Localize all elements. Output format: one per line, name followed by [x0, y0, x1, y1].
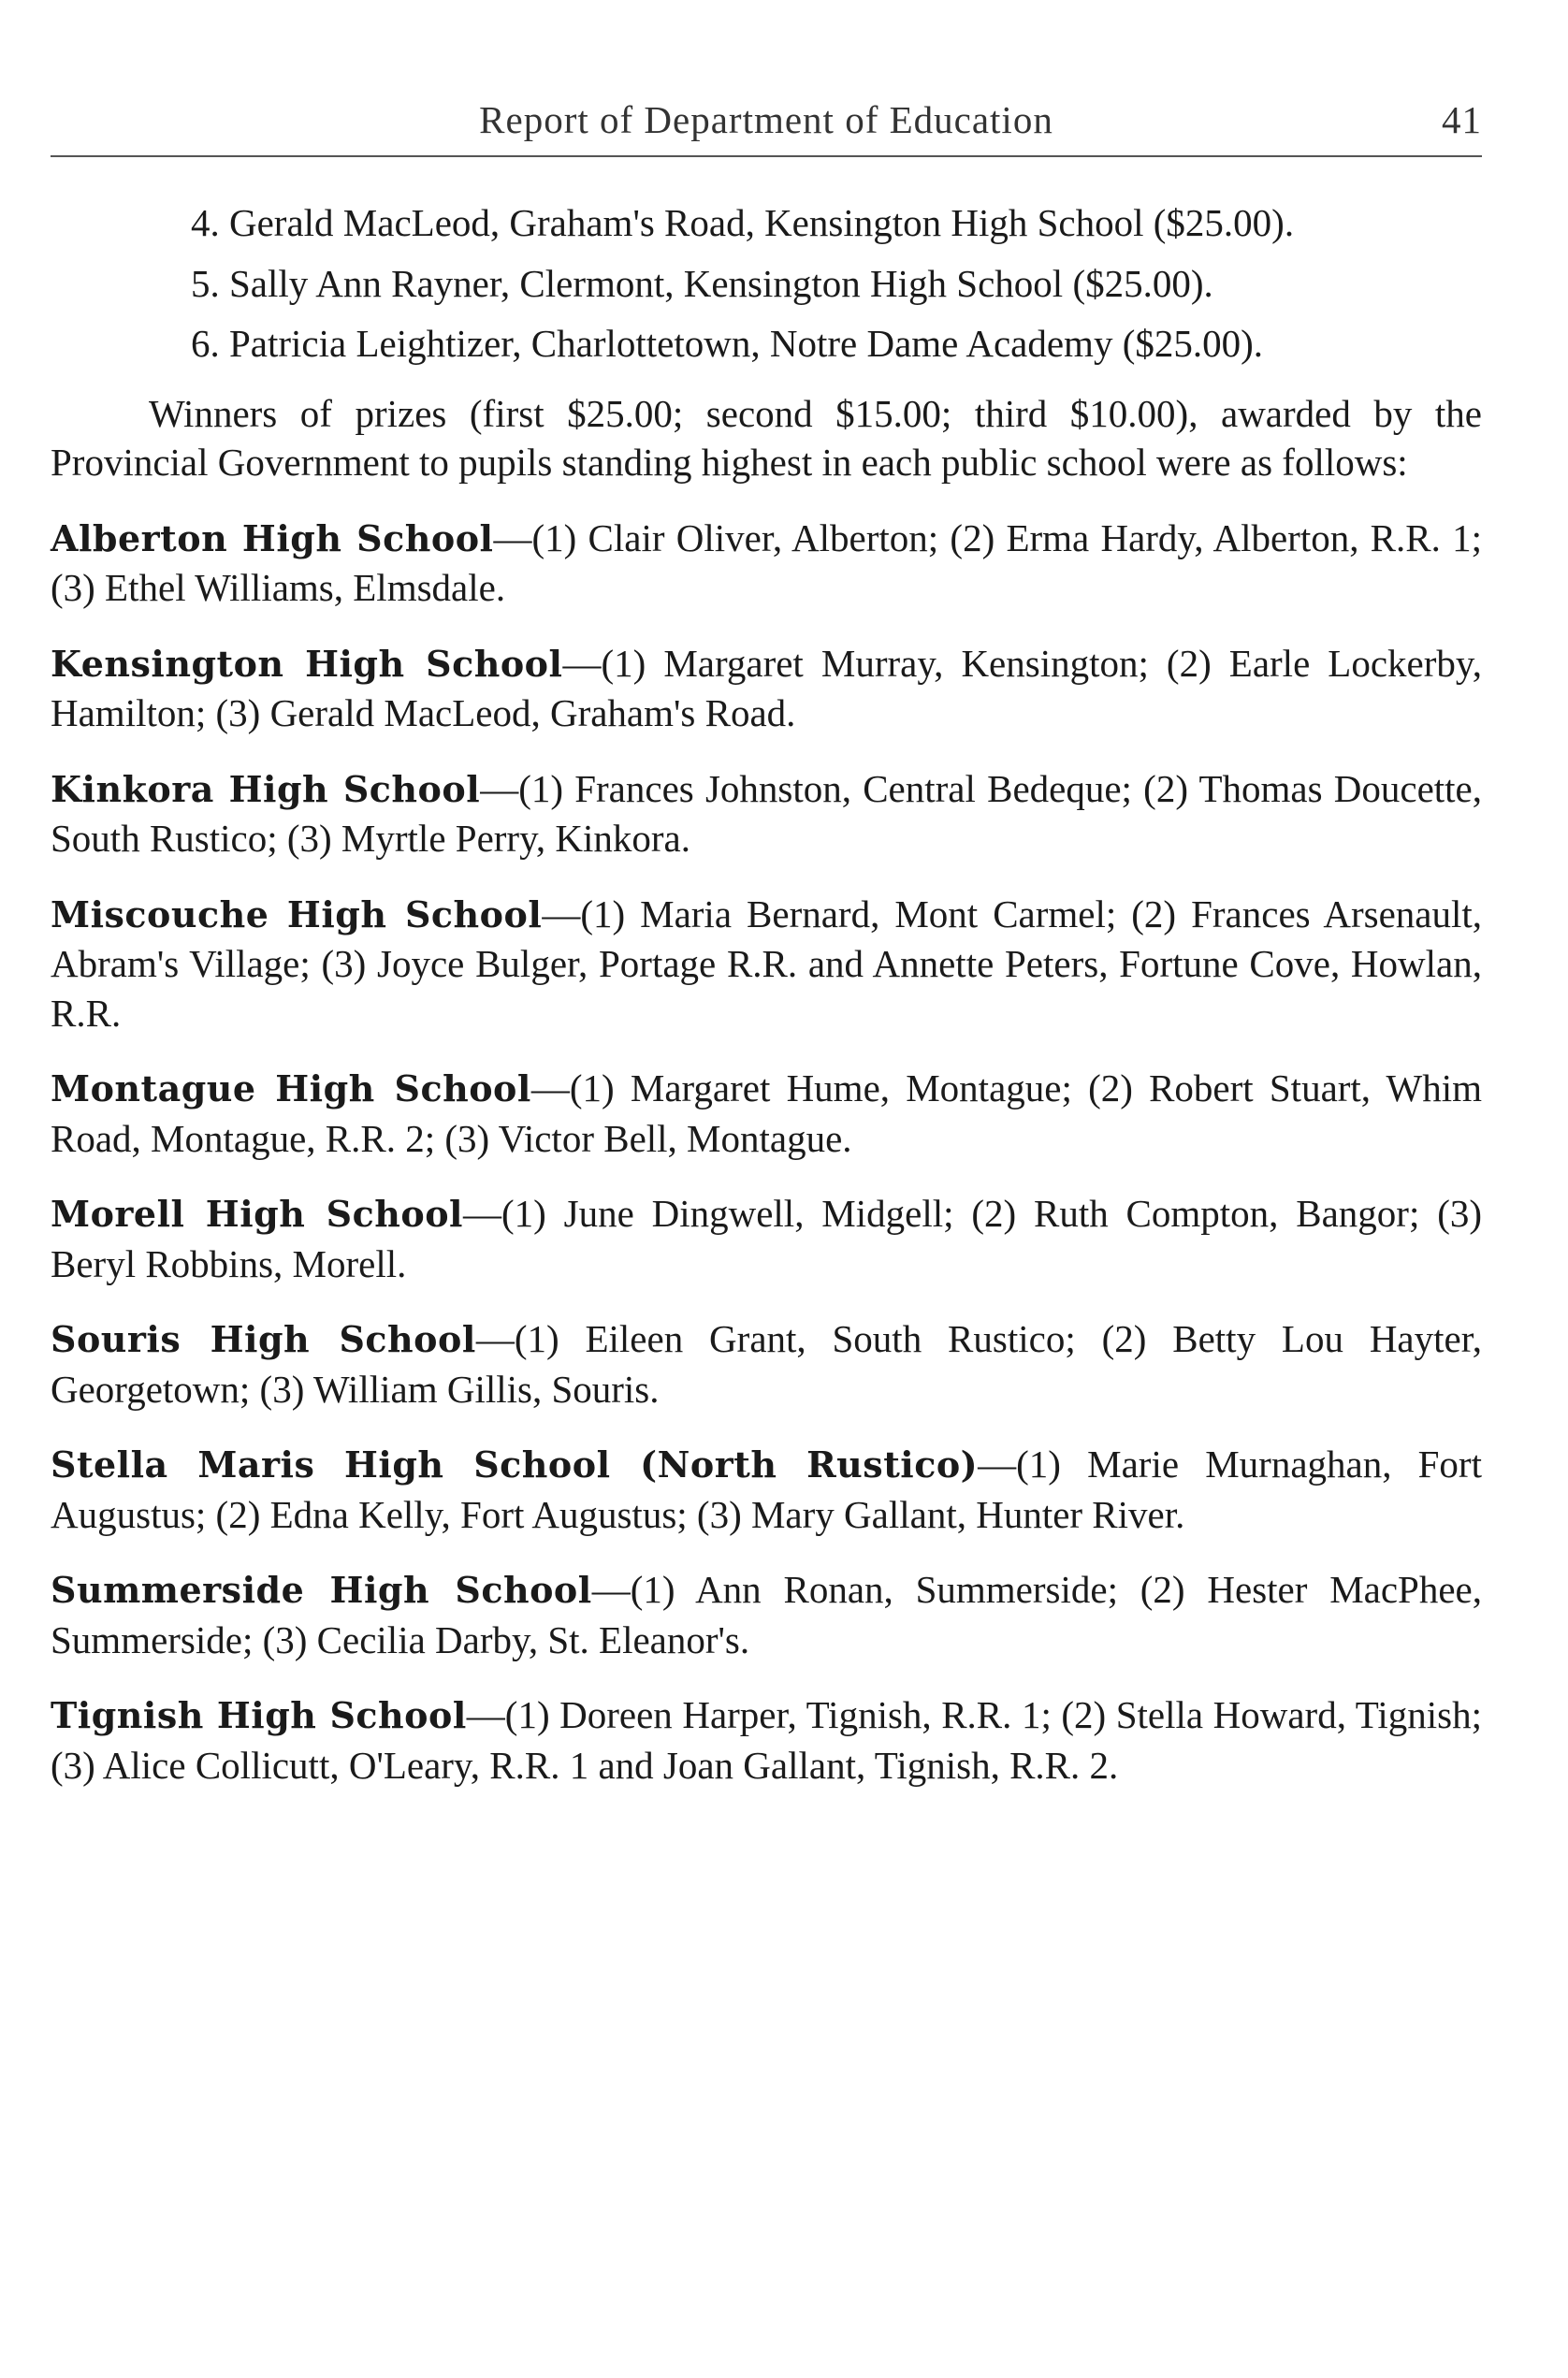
school-entry-montague: [51, 1064, 1482, 1163]
school-entry-kensington: [51, 639, 1482, 738]
header-title: Report of Department of Education: [479, 98, 1053, 141]
school-entry-stella-maris: [51, 1440, 1482, 1539]
school-entry-summerside: [51, 1565, 1482, 1664]
school-entry-tignish: [51, 1690, 1482, 1790]
school-winners: —(1) June Dingwell, Midgell; (2) Ruth Compton, Bangor; (3) Beryl Robbins, Morell.: [51, 1192, 1482, 1285]
school-winners: —(1) Margaret Murray, Kensington; (2) Earle Lockerby, Hamilton; (3) Gerald MacLeod, Graham's Road.: [51, 641, 1482, 734]
school-winners: —(1) Ann Ronan, Summerside; (2) Hester MacPhee, Summerside; (3) Cecilia Darby, St. Eleanor's.: [51, 1568, 1482, 1661]
school-winners: —(1) Clair Oliver, Alberton; (2) Erma Hardy, Alberton, R.R. 1; (3) Ethel Williams, Elmsdale.: [51, 515, 1482, 609]
school-winners: —(1) Margaret Hume, Montague; (2) Robert Stuart, Whim Road, Montague, R.R. 2; (3) Victor Bell, Montague.: [51, 1066, 1483, 1160]
document-body: [51, 198, 1482, 1790]
school-name: Souris High School: [51, 1318, 476, 1360]
school-winners: —(1) Marie Murnaghan, Fort Augustus; (2) Edna Kelly, Fort Augustus; (3) Mary Gallant, Hunter River.: [51, 1443, 1482, 1536]
school-name: Kinkora High School: [51, 767, 481, 810]
school-name: Stella Maris High School (North Rustico): [51, 1443, 979, 1486]
school-entry-morell: [51, 1189, 1482, 1288]
school-entry-kinkora: [51, 764, 1482, 863]
school-winners: —(1) Frances Johnston, Central Bedeque; (2) Thomas Doucette, South Rustico; (3) Myrtle Perry, Kinkora.: [51, 766, 1482, 860]
school-winners: —(1) Doreen Harper, Tignish, R.R. 1; (2) Stella Howard, Tignish; (3) Alice Collicutt, O'Leary, R.R. 1 and Joan Gallant, Tignish, R.R. 2.: [51, 1693, 1482, 1787]
school-winners: —(1) Eileen Grant, South Rustico; (2) Betty Lou Hayter, Georgetown; (3) William Gillis, Souris.: [51, 1317, 1482, 1411]
school-name: Kensington High School: [51, 642, 563, 685]
school-name: Summerside High School: [51, 1569, 592, 1611]
school-name: Morell High School: [51, 1193, 463, 1235]
school-name: Miscouche High School: [51, 892, 543, 935]
page-number: 41: [1442, 98, 1482, 141]
numbered-item-6: 6. Patricia Leightizer, Charlottetown, Notre Dame Academy ($25.00).: [191, 322, 1263, 365]
running-header: [51, 94, 1482, 157]
school-entry-miscouche: [51, 890, 1482, 1038]
school-entry-souris: [51, 1314, 1482, 1414]
document-page: [51, 0, 1482, 2378]
school-name: Tignish High School: [51, 1694, 467, 1736]
prize-intro-paragraph: Winners of prizes (first $25.00; second $15.00; third $10.00), awarded by the Provincial Government to pupils standing highest in each public school were as follows:: [51, 391, 1482, 484]
school-entry-alberton: [51, 514, 1482, 613]
school-name: Montague High School: [51, 1067, 531, 1109]
numbered-item-5: 5. Sally Ann Rayner, Clermont, Kensington High School ($25.00).: [191, 261, 1213, 305]
numbered-item-4: 4. Gerald MacLeod, Graham's Road, Kensington High School ($25.00).: [191, 201, 1295, 244]
school-winners: —(1) Maria Bernard, Mont Carmel; (2) Frances Arsenault, Abram's Village; (3) Joyce Bulger, Portage R.R. and Annette Peters, Fortune Cove, Howlan, R.R.: [51, 892, 1482, 1035]
school-name: Alberton High School: [51, 516, 494, 559]
